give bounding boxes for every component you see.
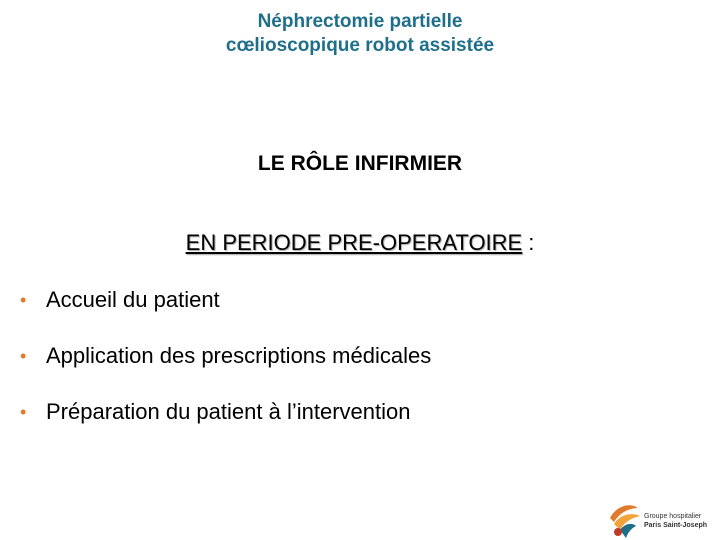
hospital-logo-icon [608, 500, 648, 540]
bullet-item [20, 341, 431, 397]
subheading [0, 230, 720, 256]
hospital-logo [608, 500, 713, 540]
hospital-logo-line-2: Paris Saint-Joseph [644, 522, 708, 529]
bullet-item [20, 285, 431, 341]
hospital-logo-line-1: Groupe hospitalier [644, 513, 702, 520]
bullet-text: Préparation du patient à l’intervention [46, 399, 411, 424]
subheading-colon: : [528, 230, 535, 255]
bullet-dot-icon: • [20, 402, 27, 422]
bullet-dot-icon: • [20, 346, 27, 366]
bullet-text: Application des prescriptions médicales [46, 343, 432, 368]
bullet-list [20, 285, 431, 453]
hospital-logo-text [644, 512, 707, 530]
bullet-item [20, 397, 431, 453]
subheading-underlined-text: EN PERIODE PRE-OPERATOIRE [185, 230, 523, 255]
bullet-dot-icon: • [20, 290, 27, 310]
slide-title [0, 10, 720, 58]
slide-title-line-2: cœlioscopique robot assistée [225, 35, 495, 56]
slide-title-line-1: Néphrectomie partielle [257, 11, 463, 32]
bullet-text: Accueil du patient [46, 287, 220, 312]
section-heading: LE RÔLE INFIRMIER [257, 152, 463, 175]
